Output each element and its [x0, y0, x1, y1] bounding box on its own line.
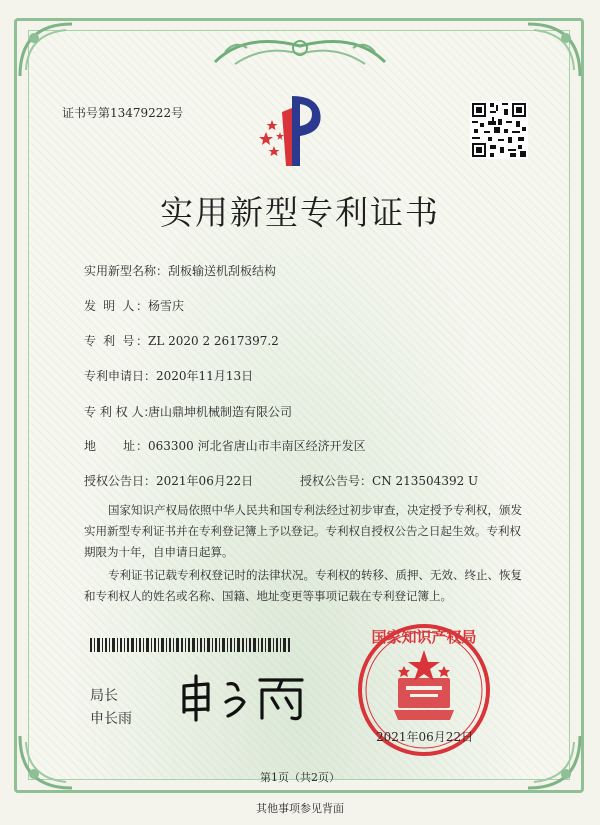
director-title: 局长	[90, 688, 118, 704]
field-inventor	[84, 297, 184, 314]
page-number: 第1页（共2页）	[260, 771, 340, 784]
field-announcement-number	[300, 472, 478, 489]
legal-status-paragraph: 专利证书记载专利权登记时的法律状况。专利权的转移、质押、无效、终止、恢复和专利权人的姓名或名称、国籍、地址变更等事项记载在专利登记簿上。	[84, 568, 522, 603]
seal-text: 国家知识产权局	[371, 628, 477, 646]
field-label: 发 明 人：	[84, 299, 148, 313]
field-announcement-date	[84, 472, 253, 489]
field-label: 授权公告号：	[300, 474, 373, 488]
corner-ornament-icon	[524, 20, 584, 80]
signature-icon	[178, 672, 308, 722]
field-utility-model-name	[84, 262, 276, 279]
field-value: 唐山鼎坤机械制造有限公司	[148, 405, 293, 419]
certificate-title: 实用新型专利证书	[160, 193, 440, 232]
field-patentee	[84, 403, 292, 420]
barcode-icon	[90, 638, 290, 652]
field-label: 实用新型名称：	[84, 264, 169, 278]
cnipa-logo-icon	[258, 92, 326, 170]
field-value: 杨雪庆	[148, 299, 185, 313]
back-note: 其他事项参见背面	[256, 802, 344, 815]
qr-code-icon	[470, 101, 528, 159]
field-address	[84, 437, 366, 454]
field-value: 2020年11月13日	[156, 369, 254, 383]
field-label: 授权公告日：	[84, 474, 157, 488]
director-name: 申长雨	[90, 711, 132, 727]
field-label: 专 利 权 人：	[84, 405, 156, 419]
seal-date: 2021年06月22日	[376, 730, 474, 744]
grant-paragraph: 国家知识产权局依照中华人民共和国专利法经过初步审查，决定授予专利权，颁发实用新型专利证书并在专利登记簿上予以登记。专利权自授权公告之日起生效。专利权期限为十年，自申请日起算。	[84, 503, 522, 559]
field-label: 专利申请日：	[84, 369, 157, 383]
field-value: ZL 2020 2 2617397.2	[148, 334, 279, 348]
field-application-date	[84, 367, 253, 384]
certificate-number: 证书号第13479222号	[62, 106, 184, 120]
field-value: 063300 河北省唐山市丰南区经济开发区	[148, 439, 366, 453]
corner-ornament-icon	[16, 20, 76, 80]
field-label: 地 址：	[84, 439, 148, 453]
field-patent-number	[84, 332, 279, 349]
field-label: 专 利 号：	[84, 334, 148, 348]
field-value: CN 213504392 U	[372, 474, 479, 488]
top-ornament-icon	[205, 32, 395, 72]
field-value: 2021年06月22日	[156, 474, 254, 488]
field-value: 刮板输送机刮板结构	[168, 264, 277, 278]
